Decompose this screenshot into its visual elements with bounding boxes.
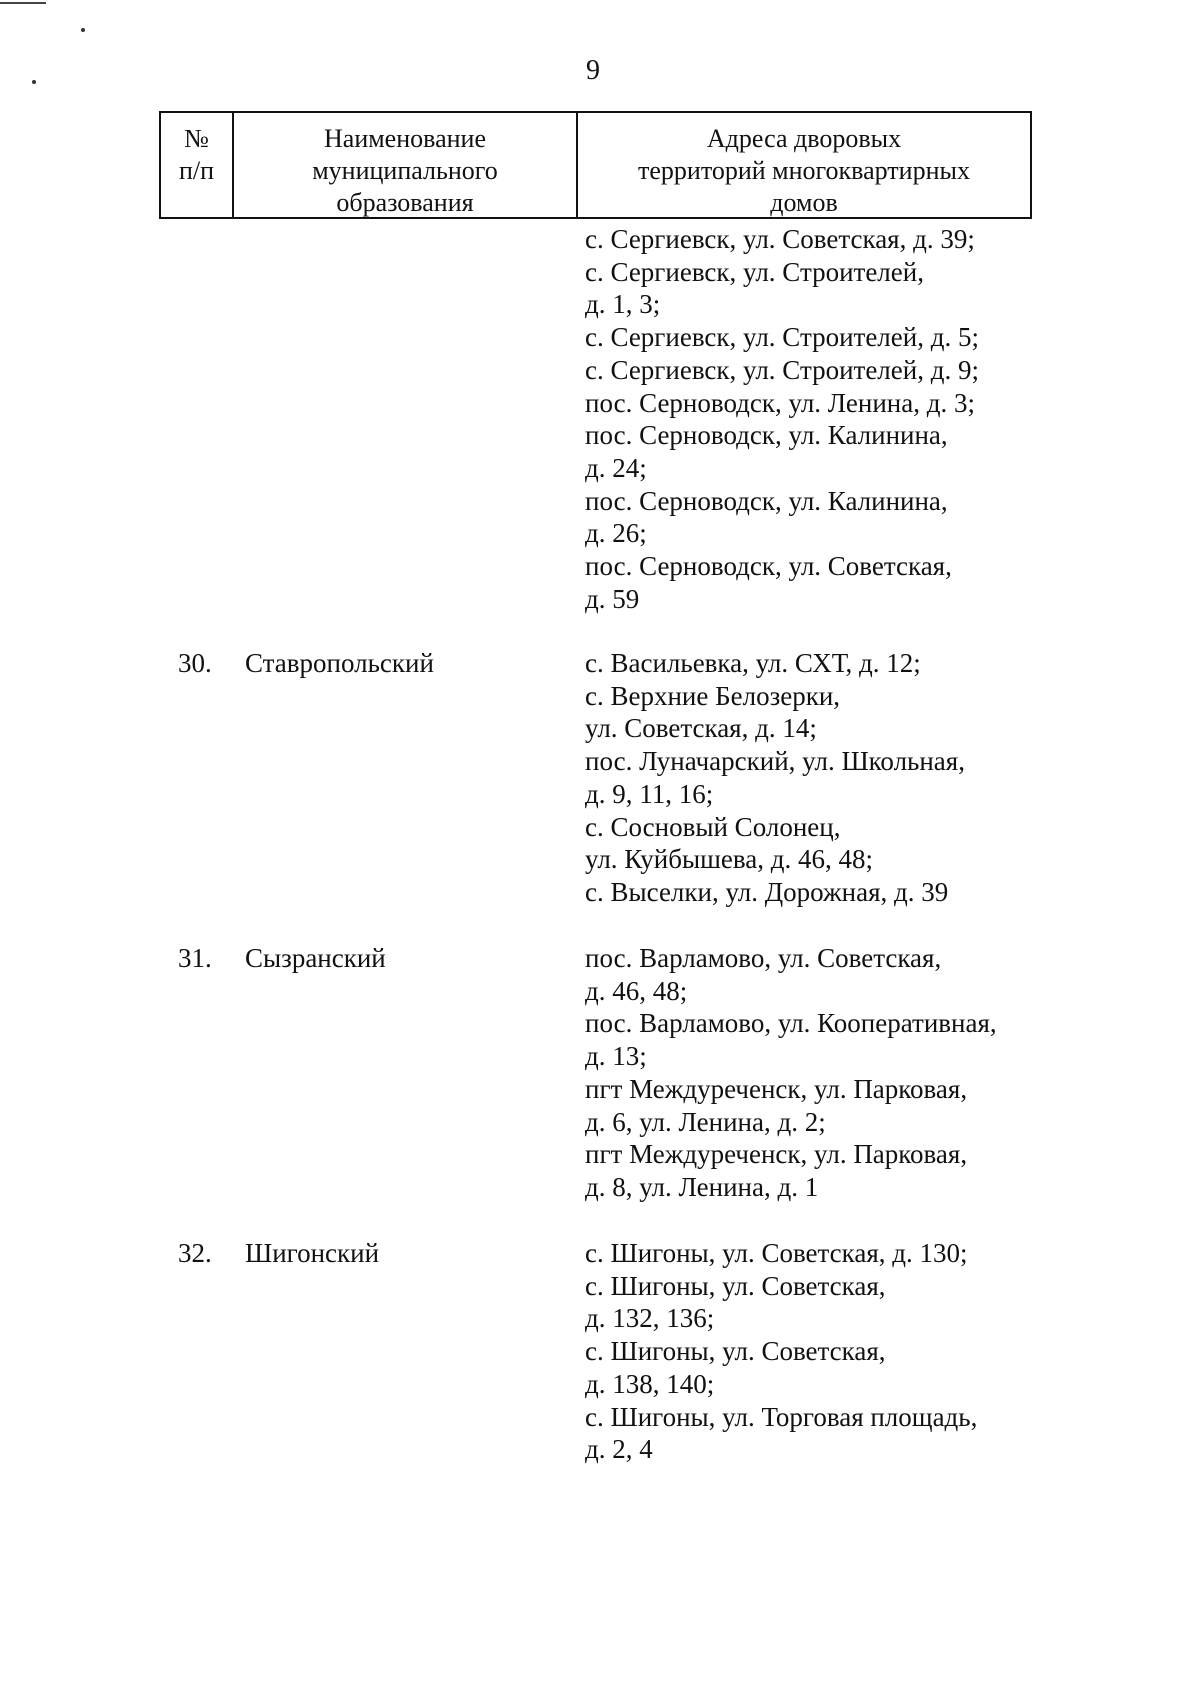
address-line: д. 46, 48;: [585, 975, 688, 1006]
address-line: с. Выселки, ул. Дорожная, д. 39: [585, 876, 949, 907]
address-line: пос. Варламово, ул. Кооперативная,: [585, 1008, 997, 1039]
address-line: с. Сергиевск, ул. Строителей, д. 9;: [585, 354, 979, 385]
header-address-column: [578, 113, 1030, 217]
municipality-name: Ставропольский: [245, 648, 434, 678]
scan-speck: [81, 28, 85, 32]
address-line: ул. Куйбышева, д. 46, 48;: [585, 844, 873, 875]
address-line: д. 13;: [585, 1041, 647, 1072]
address-line: д. 2, 4: [585, 1434, 653, 1465]
address-line: ул. Советская, д. 14;: [585, 713, 817, 744]
address-line: с. Сергиевск, ул. Советская, д. 39;: [585, 224, 975, 254]
address-line: пос. Варламово, ул. Советская,: [585, 943, 942, 973]
address-line: пос. Серноводск, ул. Калинина,: [585, 485, 948, 516]
entry-number: 32.: [178, 1238, 212, 1268]
header-address-line: территорий многоквартирных: [638, 156, 970, 185]
address-line: пос. Серноводск, ул. Советская,: [585, 551, 952, 581]
scan-edge-mark: [0, 2, 46, 4]
address-line: с. Сергиевск, ул. Строителей,: [585, 256, 924, 287]
entry-number: 30.: [178, 648, 212, 678]
scan-speck: [32, 80, 36, 84]
municipality-name: Шигонский: [245, 1238, 380, 1268]
header-name-line: Наименование: [324, 124, 486, 153]
address-line: пгт Междуреченск, ул. Парковая,: [585, 1139, 968, 1170]
address-line: д. 9, 11, 16;: [585, 778, 714, 809]
address-line: пос. Серноводск, ул. Ленина, д. 3;: [585, 387, 975, 418]
address-line: с. Шигоны, ул. Торговая площадь,: [585, 1401, 978, 1432]
address-line: с. Сосновый Солонец,: [585, 811, 841, 842]
address-line: д. 59: [585, 583, 640, 614]
address-line: с. Васильевка, ул. СХТ, д. 12;: [585, 648, 921, 678]
address-line: д. 24;: [585, 452, 647, 483]
header-name-line: образования: [336, 188, 474, 217]
address-line: с. Шигоны, ул. Советская,: [585, 1336, 886, 1367]
header-address-line: Адреса дворовых: [706, 124, 902, 153]
header-number-line: п/п: [178, 156, 215, 185]
address-line: пгт Междуреченск, ул. Парковая,: [585, 1073, 968, 1104]
address-line: с. Шигоны, ул. Советская,: [585, 1270, 886, 1301]
address-line: пос. Луначарский, ул. Школьная,: [585, 746, 965, 777]
address-line: с. Сергиевск, ул. Строителей, д. 5;: [585, 322, 979, 353]
address-line: пос. Серноводск, ул. Калинина,: [585, 420, 948, 451]
address-line: д. 26;: [585, 518, 647, 549]
address-line: д. 6, ул. Ленина, д. 2;: [585, 1106, 826, 1137]
municipality-name: Сызранский: [245, 943, 386, 973]
address-line: д. 132, 136;: [585, 1303, 715, 1334]
header-name-column: [234, 113, 578, 217]
table-header: [159, 111, 1032, 219]
page-number: 9: [586, 55, 600, 86]
address-line: с. Верхние Белозерки,: [585, 680, 841, 711]
header-number-column: [161, 113, 234, 217]
header-name-line: муниципального: [312, 156, 498, 185]
header-address-line: домов: [770, 188, 838, 217]
address-line: д. 138, 140;: [585, 1368, 715, 1399]
entry-number: 31.: [178, 943, 212, 973]
address-line: д. 8, ул. Ленина, д. 1: [585, 1171, 819, 1202]
header-number-line: №: [184, 124, 209, 153]
address-line: д. 1, 3;: [585, 289, 661, 320]
address-line: с. Шигоны, ул. Советская, д. 130;: [585, 1238, 968, 1268]
